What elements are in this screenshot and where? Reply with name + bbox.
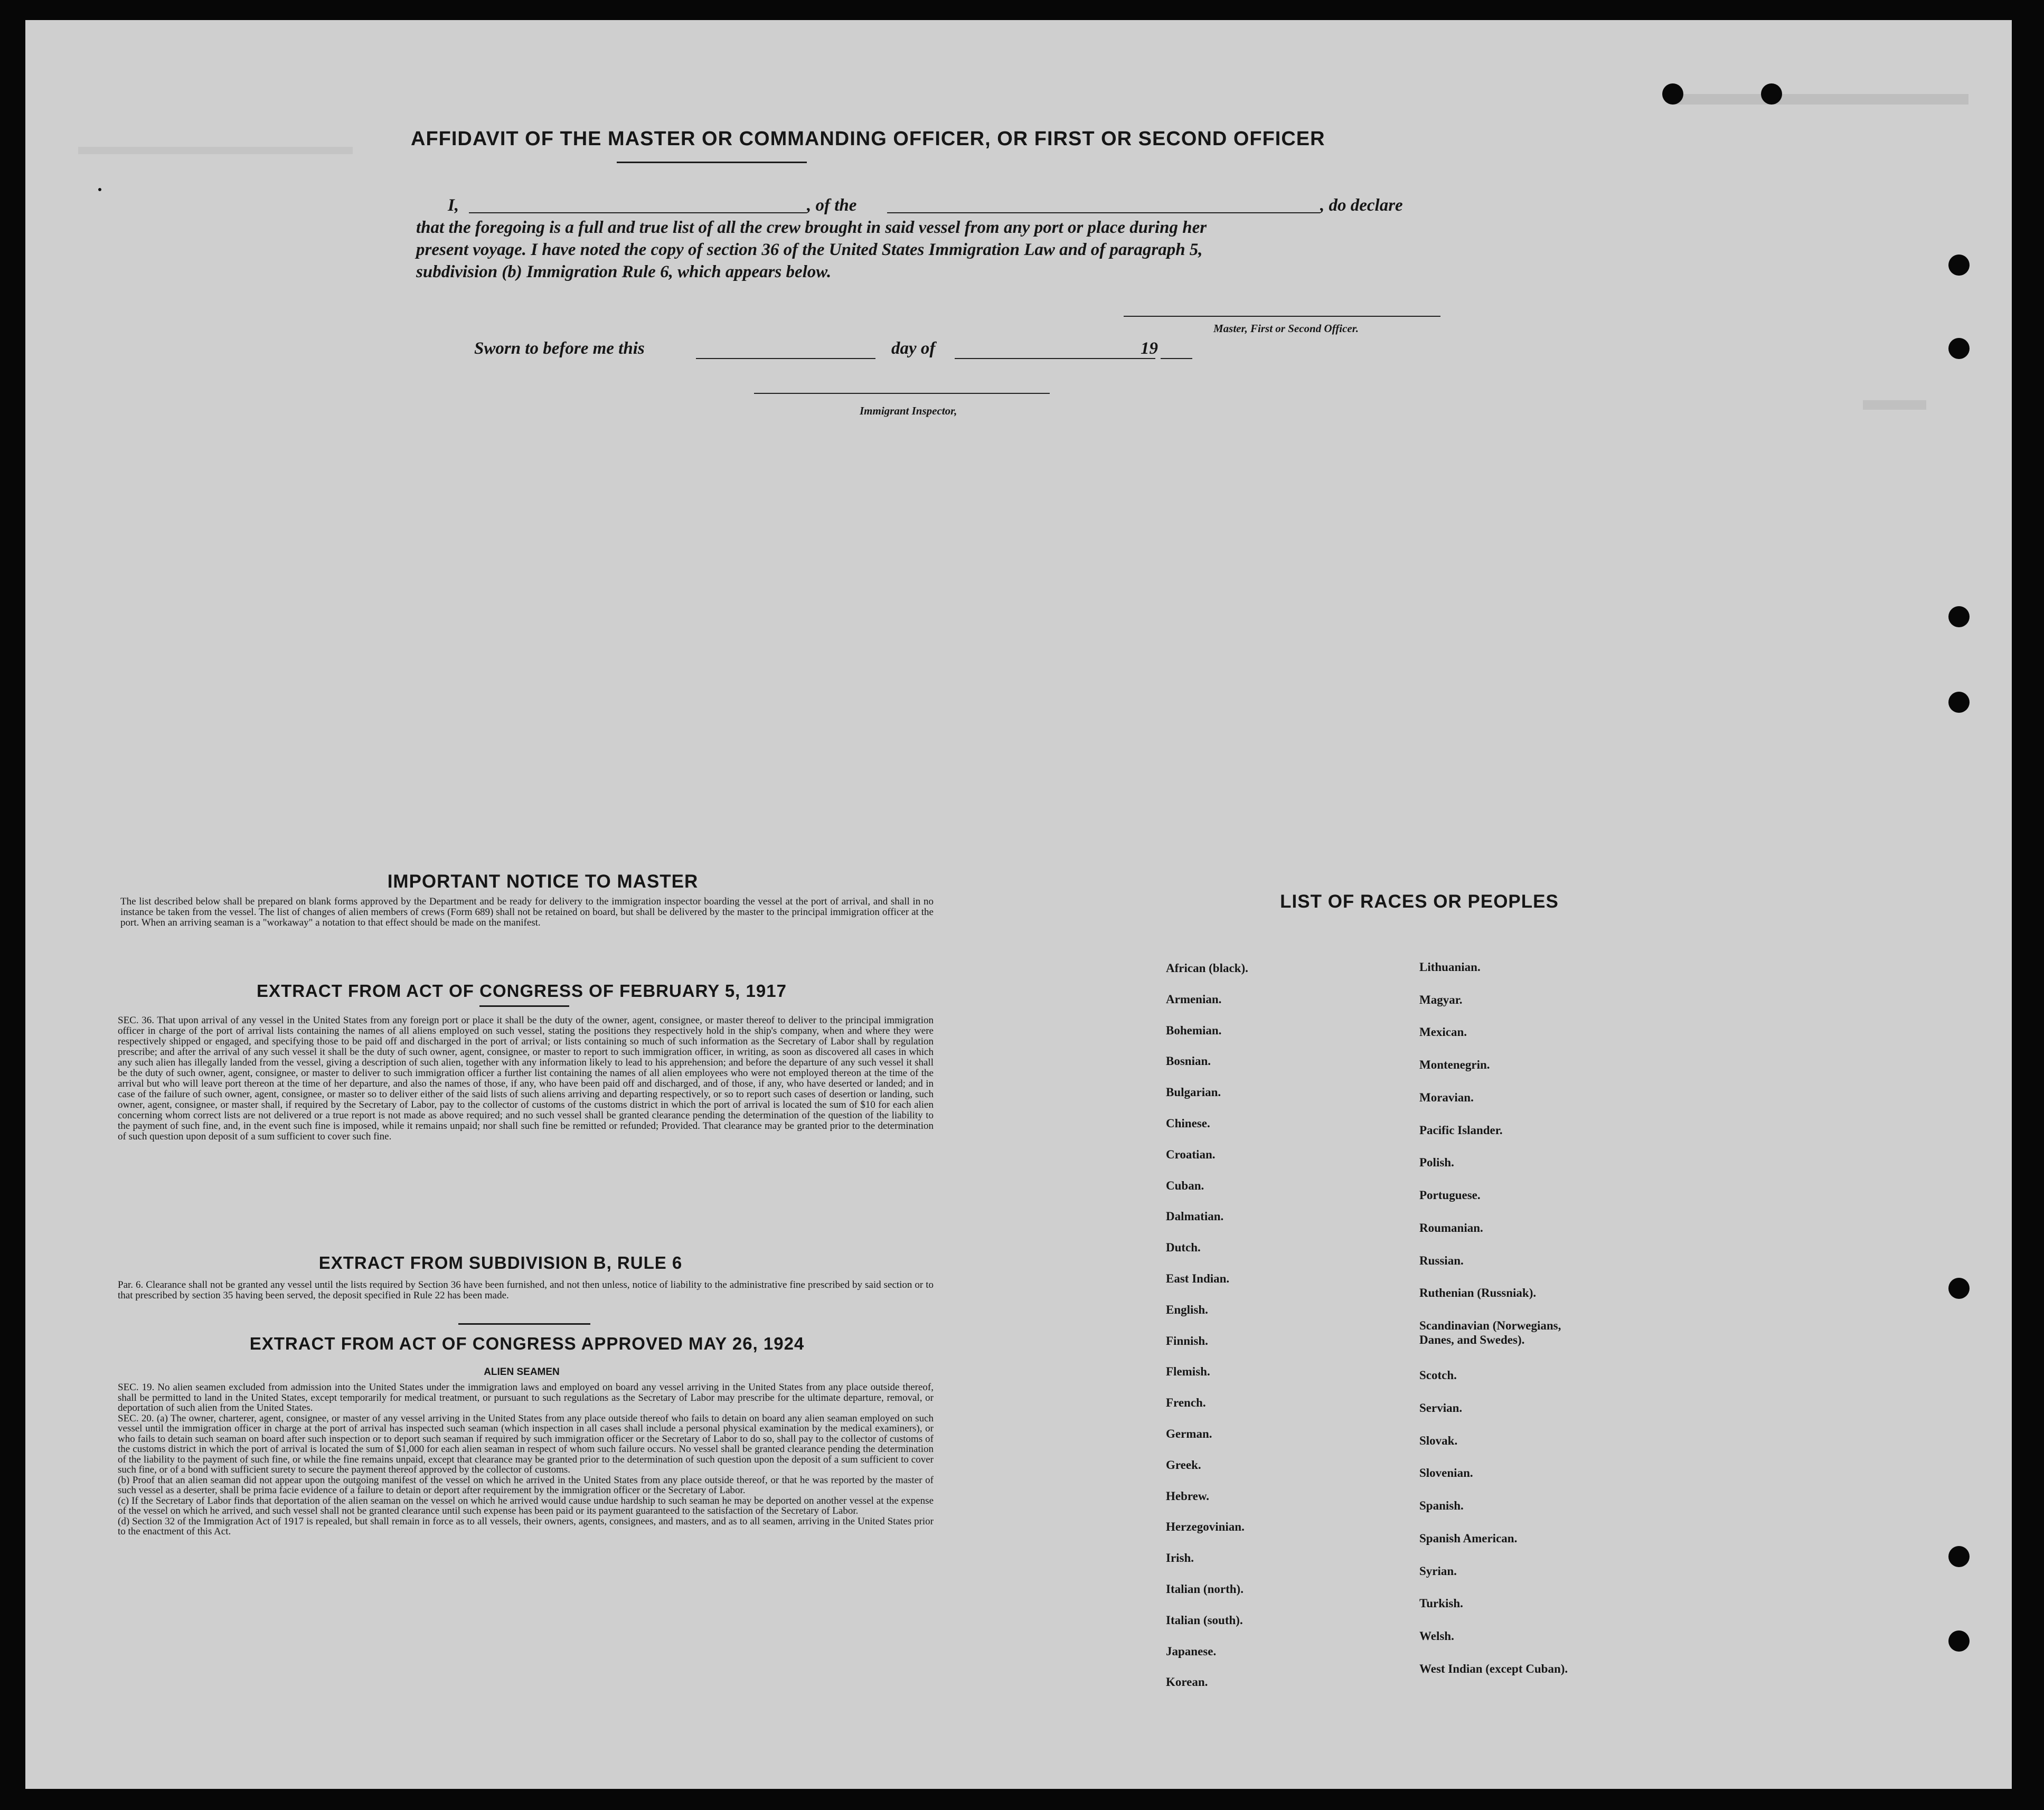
race-item: English. [1166,1303,1208,1316]
sworn-line [474,339,1213,362]
race-item: Dutch. [1166,1241,1201,1255]
race-item: Magyar. [1419,993,1463,1006]
title-underline [617,162,807,163]
race-item: Scotch. [1419,1369,1457,1382]
binder-hole-icon [1948,1546,1970,1567]
inspector-caption: Immigrant Inspector, [860,404,957,417]
affidavit-line-4: subdivision (b) Immigration Rule 6, which appears below. [416,262,832,281]
race-item: Spanish. [1419,1499,1464,1513]
affidavit-statement [416,194,1462,283]
master-caption: Master, First or Second Officer. [1213,322,1359,335]
notice-title: IMPORTANT NOTICE TO MASTER [387,871,699,892]
race-item: Mexican. [1419,1025,1467,1039]
race-item: Ruthenian (Russniak). [1419,1286,1537,1300]
race-item: Croatian. [1166,1147,1216,1161]
document-page [25,20,2012,1789]
ink-dot [98,188,101,191]
extract-1924-title: EXTRACT FROM ACT OF CONGRESS APPROVED MAY 26, 1924 [249,1334,805,1353]
race-item: Cuban. [1166,1179,1204,1192]
signature-line [1124,316,1440,317]
race-item: Hebrew. [1166,1489,1209,1503]
binder-hole-icon [1948,606,1970,627]
race-item: Servian. [1419,1401,1463,1415]
extract-1924-text: SEC. 19. No alien seamen excluded from admission into the United States under the immigration laws and employed on board any vessel arriving in the United States from any place outside thereof, shall be permitted to land in the United States, except temporarily for medical treatment, or pursuant to such regulations as the Secretary of Labor may prescribe for the ultimate departure, removal, or deportation of such alien from the United States. SEC. 20. (a) The owner, charterer, agent, consignee, or master of any vessel arriving in the United States from any place outside thereof who fails to detain on board any alien seaman employed on such vessel until the immigration officer in charge at the port of arrival has inspected such seaman (which inspection in all cases shall include a personal physical examination by the medical examiners), or who fails to detain such seaman on board after such inspection or to deport such seaman if required by such immigration officer or the Secretary of Labor to do so, shall pay to the collector of customs of the customs district in which the port of arrival is located the sum of $1,000 for each alien seaman in respect of whom such failure occurs. No vessel shall be granted clearance pending the determination of the liability to the payment of such fine, or while the fine remains unpaid, except that clearance may be granted prior to the determination of such question upon the deposit of a sum sufficient to cover such fine, or of a bond with sufficient surety to secure the payment thereof approved by the collector of customs. (b) Proof that an alien seaman did not appear upon the outgoing manifest of the vessel on which he arrived in the United States from any place outside thereof, or that he was reported by the master of such vessel as a deserter, shall be prima facie evidence of a failure to detain or deport after requirement by the immigration officer or the Secretary of Labor. (c) If the Secretary of Labor finds that deportation of the alien seaman on the vessel on which he arrived would cause undue hardship to such seaman he may be deported on another vessel at the expense of the vessel on which he arrived, and such vessel shall not be granted clearance until such expense has been paid or its payment guaranteed to the satisfaction of the Secretary of Labor. (d) Section 32 of the Immigration Act of 1917 is repealed, but shall remain in force as to all vessels, their owners, agents, consignees, and masters, and as to all seamen, arriving in the United States prior to the enactment of this Act. [118,1382,934,1537]
race-item: Bosnian. [1166,1054,1211,1068]
race-item: African (black). [1166,961,1248,975]
bleed-through-mark [1863,400,1926,410]
inspector-signature-line [754,393,1050,394]
race-item: Slovak. [1419,1434,1458,1447]
race-item: Bulgarian. [1166,1086,1221,1099]
race-item: Bohemian. [1166,1023,1222,1037]
year-blank [1161,358,1192,359]
notice-text: The list described below shall be prepared on blank forms approved by the Department and be ready for delivery to the immigration inspector boarding the vessel at the port of arrival, and shall in no instance be taken from the vessel. The list of changes of alien members of crews (Form 689) shall not be retained on board, but shall be delivered by the master to the principal immigration officer at the port. When an arriving seaman is a "workaway" a notation to that effect should be made on the manifest. [120,896,934,928]
year-text: 19 [1141,339,1158,358]
binder-hole-icon [1948,1278,1970,1299]
race-item: Moravian. [1419,1090,1474,1104]
race-item: East Indian. [1166,1272,1230,1285]
month-blank [955,358,1155,359]
binder-hole-icon [1948,338,1970,359]
name-blank [469,212,807,213]
race-item: Flemish. [1166,1365,1210,1379]
race-item: French. [1166,1396,1206,1410]
binder-hole-icon [1948,1630,1970,1652]
extract-rule6-text: Par. 6. Clearance shall not be granted any vessel until the lists required by Section 36 have been furnished, and not then unless, notice of liability to the administrative fine prescribed by said section or to that prescribed by section 35 having been served, the deposit specified in Rule 22 has been made. [118,1279,934,1301]
extract-1917-title: EXTRACT FROM ACT OF CONGRESS OF FEBRUARY 5, 1917 [257,981,787,1001]
race-item: Japanese. [1166,1644,1217,1658]
race-item: Pacific Islander. [1419,1123,1503,1137]
affidavit-line-3: present voyage. I have noted the copy of section 36 of the United States Immigration Law and of paragraph 5, [416,240,1203,259]
race-item: Italian (south). [1166,1613,1243,1627]
affidavit-i: I, [448,196,459,215]
race-item: Portuguese. [1419,1189,1481,1202]
affidavit-title: AFFIDAVIT OF THE MASTER OR COMMANDING OFFICER, OR FIRST OR SECOND OFFICER [411,128,1325,150]
race-item: German. [1166,1427,1212,1440]
race-item: Herzegovinian. [1166,1520,1245,1534]
race-item: Welsh. [1419,1629,1454,1643]
race-item: Dalmatian. [1166,1210,1224,1223]
extract-1917-text: SEC. 36. That upon arrival of any vessel in the United States from any foreign port or place it shall be the duty of the owner, agent, consignee, or master thereof to deliver to the principal immigration officer in charge of the port of arrival lists containing the names of all aliens employed on such vessel, stating the positions they respectively hold in the ship's company, when and where they were respectively shipped or engaged, and specifying those to be paid off and discharged in the port of arrival; or lists containing so much of such information as the Secretary of Labor shall by regulation prescribe; and after the arrival of any such vessel it shall be the duty of such owner, agent, consignee, or master to report to such immigration officer, in writing, as soon as discovered all cases in which any such alien has illegally landed from the vessel, giving a description of such alien, together with any information likely to lead to his apprehension; and before the departure of any such vessel it shall be the duty of such owner, agent, consignee, or master to deliver to such immigration officer a further list containing the names of all alien employees who were not employed thereon at the time of the arrival but who will leave port thereon at the time of her departure, and also the names of those, if any, who have been paid off and discharged, and of those, if any, who have deserted or landed; and in case of the failure of such owner, agent, consignee, or master so to deliver either of the said lists of such aliens arriving and departing respectively, or so to report such cases of desertion or landing, such owner, agent, consignee, or master shall, if required by the Secretary of Labor, pay to the collector of customs of the customs district in which the port of arrival is located the sum of $10 for each alien concerning whom correct lists are not delivered or a true report is not made as above required; and no such vessel shall be granted clearance pending the determination of the question of the liability to the payment of such fine, and, in the event such fine is imposed, while it remains unpaid; nor shall such fine be remitted or refunded; Provided. That clearance may be granted prior to the determination of such question upon deposit of a sum sufficient to cover such fine. [118,1015,934,1142]
race-item: Slovenian. [1419,1466,1473,1480]
binder-hole-icon [1948,692,1970,713]
day-blank [696,358,875,359]
race-item: Korean. [1166,1675,1208,1689]
races-title: LIST OF RACES OR PEOPLES [1280,891,1559,912]
race-item: West Indian (except Cuban). [1419,1662,1568,1675]
binder-hole-icon [1662,83,1683,105]
race-item: Lithuanian. [1419,960,1481,974]
bleed-through-mark [78,147,353,154]
race-item: Syrian. [1419,1564,1457,1578]
race-item: Irish. [1166,1551,1194,1565]
extract-rule6-title: EXTRACT FROM SUBDIVISION B, RULE 6 [318,1253,683,1272]
race-item: Russian. [1419,1253,1464,1267]
race-item: Italian (north). [1166,1582,1244,1596]
section-underline [458,1323,590,1325]
race-item: Polish. [1419,1156,1454,1170]
vessel-blank [887,212,1320,213]
race-item: Turkish. [1419,1597,1463,1610]
race-item: Chinese. [1166,1117,1210,1130]
binder-hole-icon [1761,83,1782,105]
affidavit-do-declare: , do declare [1320,196,1403,215]
race-item: Spanish American. [1419,1531,1518,1545]
race-item: Armenian. [1166,992,1222,1006]
race-item: Finnish. [1166,1334,1208,1347]
day-of-text: day of [891,339,936,358]
binder-hole-icon [1948,254,1970,276]
affidavit-line-2: that the foregoing is a full and true list of all the crew brought in said vessel from any port or place during her [416,218,1207,237]
race-item: Roumanian. [1419,1221,1483,1234]
affidavit-of-the: , of the [807,196,857,215]
bleed-through-mark [1673,94,1968,105]
race-item: Montenegrin. [1419,1058,1490,1072]
sworn-text: Sworn to before me this [474,339,645,358]
section-underline [479,1005,569,1007]
race-item: Greek. [1166,1458,1201,1472]
alien-seamen-subtitle: ALIEN SEAMEN [484,1366,560,1378]
race-item: Scandinavian (Norwegians, Danes, and Swedes). [1419,1319,1561,1347]
